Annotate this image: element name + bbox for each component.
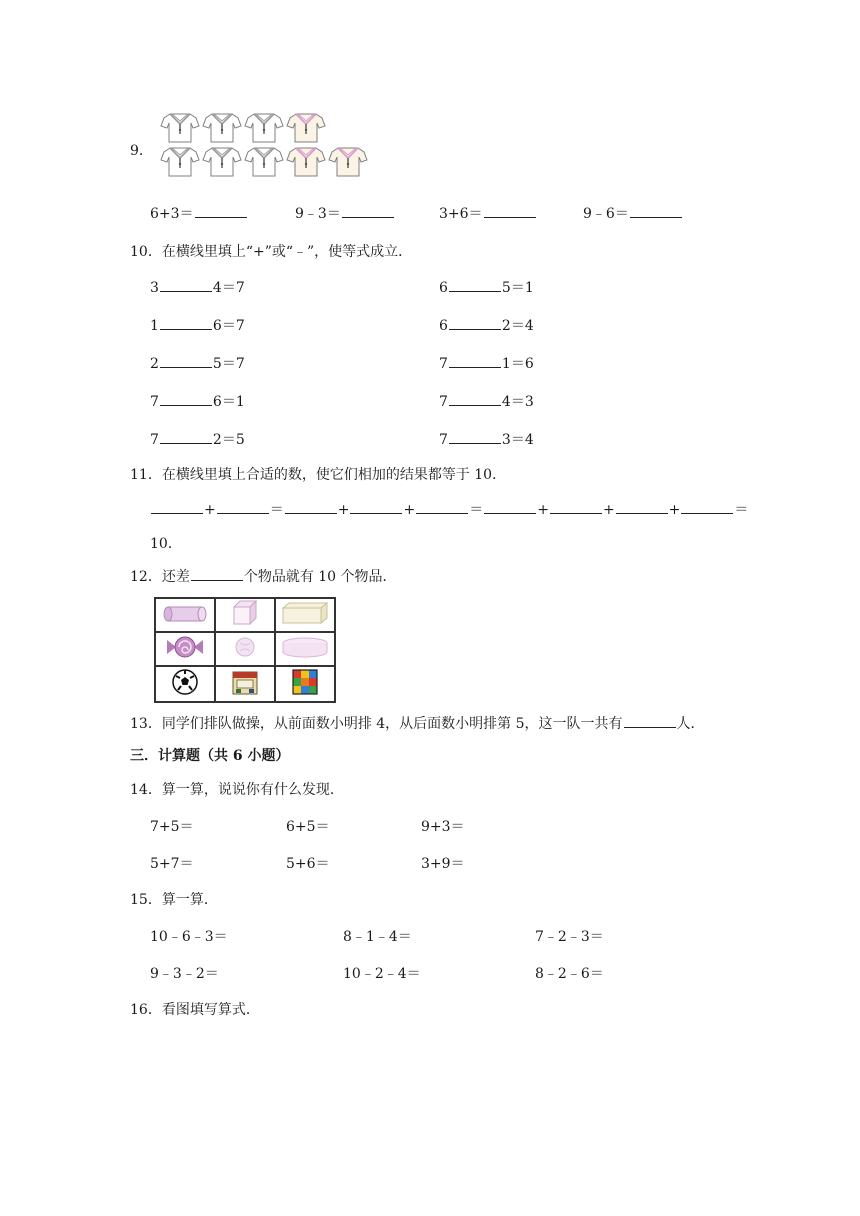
grid-cell [215,632,275,666]
q10-right-5: 7 3＝4 [439,432,534,448]
q15-expr: 8﹣1﹣4＝ [343,929,412,945]
answer-blank[interactable] [160,317,212,330]
answer-blank[interactable] [484,501,536,514]
grid-cell [275,666,335,702]
grid-cell [215,666,275,702]
answer-blank[interactable] [449,393,501,406]
answer-blank[interactable] [449,317,501,330]
answer-blank[interactable] [160,279,212,292]
answer-blank[interactable] [630,205,682,218]
grid-cell [275,598,335,632]
answer-blank[interactable] [195,205,247,218]
answer-blank[interactable] [217,501,269,514]
cuboid-icon [279,600,331,626]
answer-blank[interactable] [681,501,733,514]
answer-blank[interactable] [160,431,212,444]
grid-cell [155,632,215,666]
q10-left-4: 7 6＝1 [150,394,245,410]
grid-cell [155,598,215,632]
q10-left-3: 2 5＝7 [150,356,245,372]
q9-item-2: 9﹣3＝ [295,205,395,223]
rubiks-cube-icon [290,667,320,697]
q13-prompt: 13．同学们排队做操，从前面数小明排 4，从后面数小明排第 5，这一队一共有 人． [130,716,705,732]
shirt-icon [286,112,326,144]
q12-prompt: 12．还差 个物品就有 10 个物品． [130,569,397,585]
soccer-ball-icon [170,667,200,697]
q10-prompt: 10．在横线里填上“+”或“﹣”，使等式成立． [130,244,413,260]
q15-expr: 7﹣2﹣3＝ [535,929,604,945]
answer-blank[interactable] [484,205,536,218]
grid-cell [215,598,275,632]
q14-expr: 9+3＝ [421,819,465,835]
q15-expr: 10﹣2﹣4＝ [343,966,421,982]
q15-prompt: 15．算一算． [130,892,218,908]
q14-prompt: 14．算一算，说说你有什么发现． [130,782,344,798]
q10-right-3: 7 1＝6 [439,356,534,372]
grid-cell [275,632,335,666]
answer-blank[interactable] [449,431,501,444]
q16-prompt: 16．看图填写算式． [130,1002,260,1018]
ball-icon [232,634,258,660]
shirt-row-top [160,112,326,144]
disc-icon [279,635,331,659]
shirt-icon [202,112,242,144]
answer-blank[interactable] [342,205,394,218]
q14-expr: 5+7＝ [150,856,194,872]
shirt-icon [328,146,368,178]
answer-blank[interactable] [191,568,243,581]
answer-blank[interactable] [350,501,402,514]
shirt-icon [244,112,284,144]
section-title: 三．计算题（共 6 小题） [130,748,290,764]
q9-item-3: 3+6＝ [439,205,537,223]
answer-blank[interactable] [449,355,501,368]
q10-left-1: 3 4＝7 [150,280,245,296]
q9-item-4: 9﹣6＝ [583,205,683,223]
q14-expr: 5+6＝ [286,856,330,872]
shirt-icon [286,146,326,178]
grid-cell [155,666,215,702]
answer-blank[interactable] [449,279,501,292]
box-icon [230,667,260,697]
answer-blank[interactable] [151,501,203,514]
q11-equation-line: + ＝ + + ＝ + + + ＝ [150,501,748,519]
q9-item-1: 6+3＝ [150,205,248,223]
q15-expr: 8﹣2﹣6＝ [535,966,604,982]
q11-tail: 10． [150,536,182,552]
cube-icon [230,599,260,627]
q15-expr: 10﹣6﹣3＝ [150,929,228,945]
cylinder-icon [162,601,208,625]
answer-blank[interactable] [624,715,676,728]
shirt-icon [160,146,200,178]
shirt-row-bottom [160,146,368,178]
q14-expr: 3+9＝ [421,856,465,872]
q14-expr: 7+5＝ [150,819,194,835]
answer-blank[interactable] [285,501,337,514]
shirt-icon [244,146,284,178]
q10-right-4: 7 4＝3 [439,394,534,410]
answer-blank[interactable] [160,355,212,368]
q10-right-1: 6 5＝1 [439,280,534,296]
answer-blank[interactable] [416,501,468,514]
objects-grid [154,597,336,703]
answer-blank[interactable] [616,501,668,514]
q10-left-2: 1 6＝7 [150,318,245,334]
q15-expr: 9﹣3﹣2＝ [150,966,219,982]
q10-left-5: 7 2＝5 [150,432,245,448]
q11-prompt: 11．在横线里填上合适的数，使它们相加的结果都等于 10． [130,467,507,483]
answer-blank[interactable] [550,501,602,514]
answer-blank[interactable] [160,393,212,406]
shirt-icon [202,146,242,178]
q9-number: 9． [130,143,153,159]
q10-right-2: 6 2＝4 [439,318,534,334]
shirt-icon [160,112,200,144]
candy-icon [163,635,207,659]
q14-expr: 6+5＝ [286,819,330,835]
